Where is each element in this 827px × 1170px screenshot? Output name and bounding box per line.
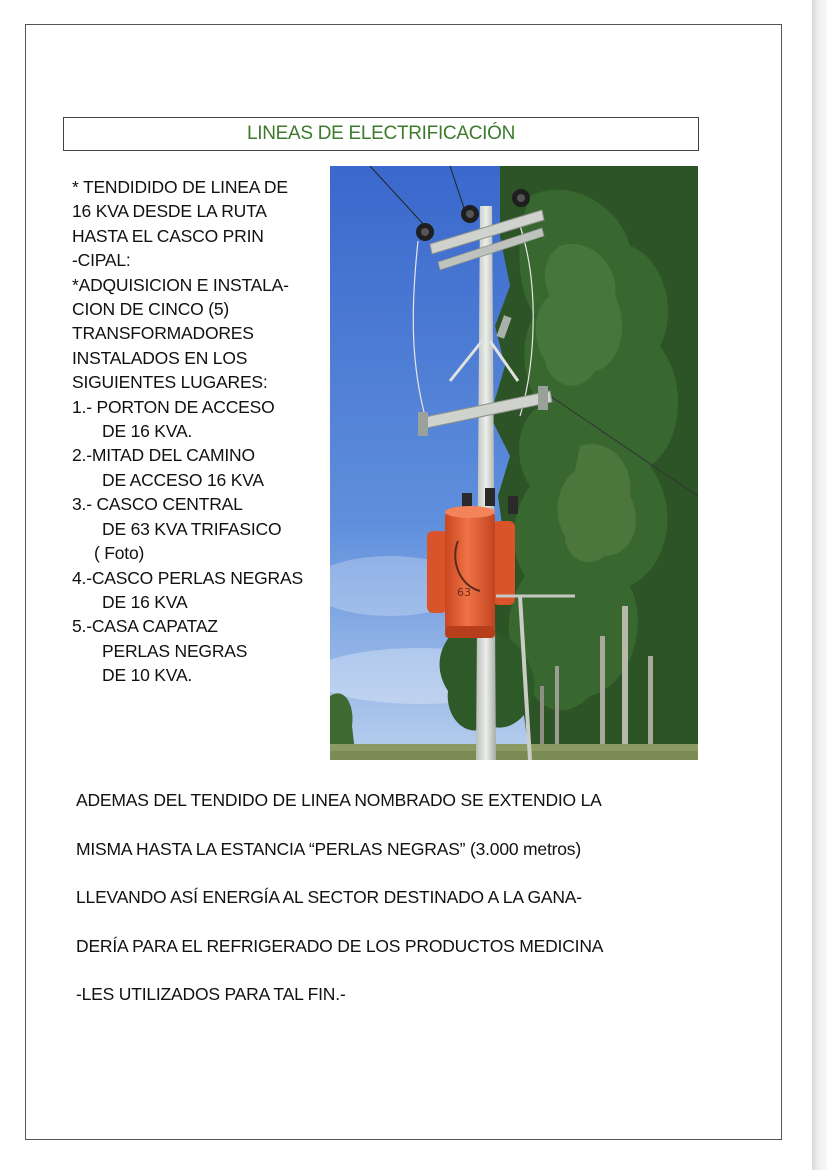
transformer-pole-photo — [330, 166, 698, 760]
paragraph-line: LLEVANDO ASÍ ENERGÍA AL SECTOR DESTINADO A LA GANA- — [76, 887, 582, 907]
list-line: *ADQUISICION E INSTALA- — [72, 274, 289, 295]
installations-list — [72, 175, 334, 688]
list-line: ( Foto) — [94, 543, 145, 564]
list-line: 16 KVA DESDE LA RUTA — [72, 201, 267, 222]
transformer-photo-illustration — [330, 166, 698, 760]
list-line: DE 10 KVA. — [102, 665, 193, 686]
paragraph-line: MISMA HASTA LA ESTANCIA “PERLAS NEGRAS” (3.000 metros) — [76, 838, 581, 859]
page-edge-shadow — [812, 0, 827, 1170]
paragraph-line: ADEMAS DEL TENDIDO DE LINEA NOMBRADO SE EXTENDIO LA — [76, 790, 602, 810]
list-line: -CIPAL: — [72, 250, 131, 271]
list-line: CION DE CINCO (5) — [72, 299, 230, 320]
list-line: DE 16 KVA — [102, 591, 188, 612]
list-line: PERLAS NEGRAS — [102, 640, 248, 661]
list-line: 4.-CASCO PERLAS NEGRAS — [72, 567, 303, 588]
list-line: SIGUIENTES LUGARES: — [72, 372, 268, 393]
paragraph-line: -LES UTILIZADOS PARA TAL FIN.- — [76, 984, 346, 1004]
list-line: TRANSFORMADORES — [72, 323, 254, 344]
list-line: DE ACCESO 16 KVA — [102, 469, 264, 490]
list-line: 5.-CASA CAPATAZ — [72, 616, 218, 637]
list-line: 3.- CASCO CENTRAL — [72, 494, 243, 515]
list-line: HASTA EL CASCO PRIN — [72, 225, 264, 246]
list-line: 1.- PORTON DE ACCESO — [72, 396, 275, 417]
transformer-marking: 63 — [457, 586, 471, 599]
list-line: INSTALADOS EN LOS — [72, 347, 248, 368]
list-line: DE 63 KVA TRIFASICO — [102, 518, 282, 539]
list-line: DE 16 KVA. — [102, 421, 193, 442]
paragraph-line: DERÍA PARA EL REFRIGERADO DE LOS PRODUCTOS MEDICINA — [76, 935, 604, 956]
list-line: 2.-MITAD DEL CAMINO — [72, 445, 255, 466]
list-line: * TENDIDIDO DE LINEA DE — [72, 177, 288, 197]
extension-paragraph — [76, 785, 736, 1028]
title-box — [63, 117, 699, 151]
page-title: LINEAS DE ELECTRIFICACIÓN — [246, 123, 516, 144]
